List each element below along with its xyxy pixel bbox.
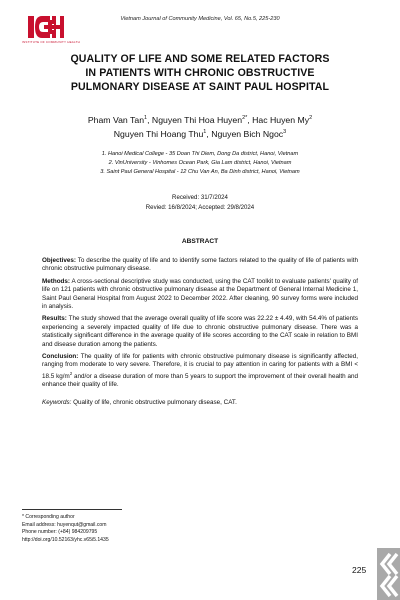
affiliations [40,150,360,176]
chevron-left-icon [377,548,400,600]
section-label: Keywords: [42,398,72,406]
title-line: PULMONARY DISEASE AT SAINT PAUL HOSPITAL [70,81,330,93]
email-note: Email address: huyenqut@gmail.com [22,521,107,528]
section-text: The quality of life for patients with chronic obstructive pulmonary disease is significantly affected, ranging from moderate to very severe. Therefore, it is crucial to pay attention in caring for patients with a BMI < 18.5 kg/m [42,353,359,380]
abstract-objectives [42,257,358,274]
doi-link[interactable]: http://doi.org/10.52163/yhc.v65i5.1435 [22,536,109,543]
section-label: Results: [42,315,67,323]
author-list: Pham Van Tan$^1$, Nguyen Thi Hoa Huyen$^{2*}$, Hac Huyen My$^2$ Nguyen Thi Hoang Thu$^1$, Nguyen Bich Ngoc$^3$ [87,114,313,139]
author-affiliation-mark: 3 [283,128,287,135]
footnote-divider [22,509,122,510]
abstract-conclusion [42,353,358,390]
journal-reference: Vietnam Journal of Community Medicine, Vol. 65, No.5, 225-230 [120,16,280,22]
author-name: Hac Huyen My [252,114,310,125]
affiliation: 3. Saint Paul General Hospital - 12 Chu Van An, Ba Dinh district, Hanoi, Vietnam [100,168,300,175]
author-affiliation-mark: 2 [309,115,313,121]
section-text: A cross-sectional descriptive study was conducted, using the CAT toolkit to evaluate patients' quality of life on 121 patients with chronic obstructive pulmonary disease at the Department of General Internal Medicine 1, Saint Paul General Hospital from August 2022 to December 2022. After cleaning, 90 survey forms were included in analysis. [42,277,359,311]
section-text: The study showed that the average overall quality of life score was 22.22 ± 4.49, with 54.4% of patients experiencing a severely impacted quality of life due to chronic obstructive pulmonary disease. There was a statistically significant difference in the average quality of life scores according to the CAT scale in relation to BMI and disease duration among the patients. [42,315,358,348]
section-label: Methods: [42,277,70,285]
abstract-keywords [42,399,358,407]
title-line: IN PATIENTS WITH CHRONIC OBSTRUCTIVE [85,67,315,79]
logo-subtitle: INSTITUTE OF COMMUNITY HEALTH [22,40,81,44]
section-label: Conclusion: [42,353,79,361]
page-number: 225 [352,565,367,575]
author-name: Pham Van Tan [87,114,145,125]
abstract-heading: ABSTRACT [181,238,219,245]
author-affiliation-mark: 2* [242,115,248,121]
submission-dates [40,193,360,212]
phone-note: Phone number: (+84) 984209795 [22,529,98,536]
section-text: Quality of life, chronic obstructive pulmonary disease, CAT. [71,398,237,406]
abstract-results [42,315,358,349]
section-text: and/or a disease duration of more than 5 years to support the improvement of their overall health and enhance their quality of life. [42,372,358,389]
author-affiliation-mark: 1 [144,115,148,121]
abstract-methods [42,278,358,312]
abstract-body [42,257,358,411]
author-name: Nguyen Thi Hoa Huyen [151,114,243,125]
corresponding-author-note: * Corresponding author [22,514,75,520]
received-date: Received: 31/7/2024 [172,194,228,201]
title-line: QUALITY OF LIFE AND SOME RELATED FACTORS [70,53,330,65]
footnotes [22,514,109,544]
superscript: 2 [69,370,73,376]
affiliation: 1. Hanoi Medical College - 35 Doan Thi Diem, Dong Da district, Hanoi, Vietnam [101,151,299,157]
author-name: Nguyen Bich Ngoc [211,128,284,139]
affiliation: 2. VinUniversity - Vinhomes Ocean Park, Gia Lam district, Hanoi, Vietnam [108,159,292,166]
author-affiliation-mark: 1 [203,128,207,135]
author-name: Nguyen Thi Hoang Thu [113,128,204,139]
paper-title [40,52,360,94]
section-text: To describe the quality of life and to identify some factors related to the quality of life of patients with chronic obstructive pulmonary disease. [42,257,358,273]
section-label: Objectives: [42,257,76,264]
revised-accepted-date: Revied: 16/8/2024; Accepted: 29/8/2024 [145,203,255,211]
